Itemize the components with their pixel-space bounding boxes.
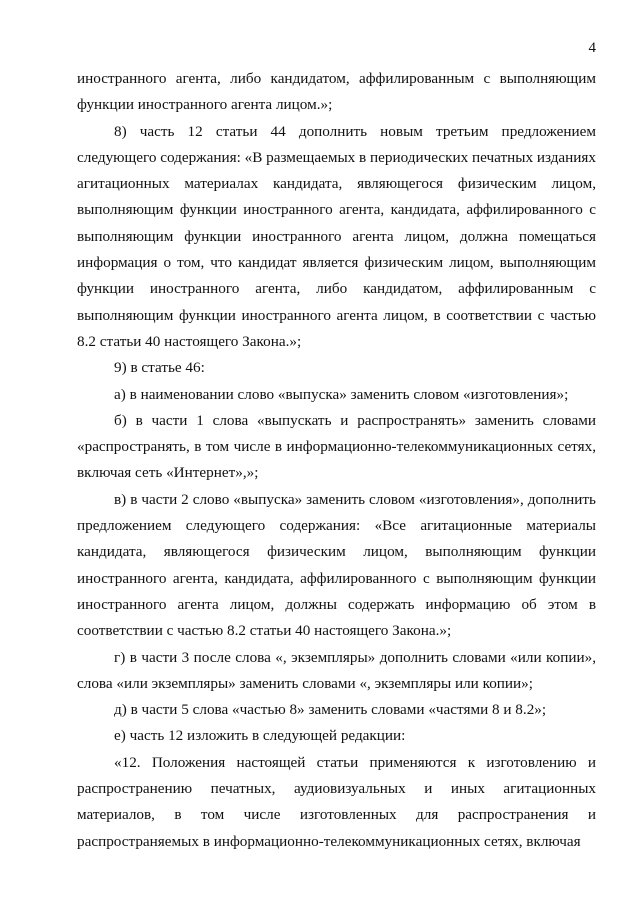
paragraph: «12. Положения настоящей статьи применяются к изготовлению и распространению печатных, аудиовизуальных и иных агитационных материалов, в том числе изготовленных для распространения и распространяемых в информационно-телекоммуникационных сетях, включая [77, 753, 596, 850]
paragraph: 8) часть 12 статьи 44 дополнить новым третьим предложением следующего содержания: «В размещаемых в периодических печатных изданиях агитационных материалах кандидата, являющегося физическим лицом, выполняющим функции иностранного агента, кандидата, аффилированного с выполняющим функции иностранного агента лицом, должна помещаться информация о том, что кандидат является физическим лицом, выполняющим функции иностранного агента, либо кандидатом, аффилированным с выполняющим функции иностранного агента лицом, в соответствии с частью 8.2 статьи 40 настоящего Закона.»; [77, 122, 596, 350]
document-body [77, 66, 596, 855]
paragraph: в) в части 2 слово «выпуска» заменить словом «изготовления», дополнить предложением следующего содержания: «Все агитационные материалы кандидата, являющегося физическим лицом, выполняющим функции иностранного агента, кандидата, аффилированного с выполняющим функции иностранного агента лицом, должны содержать информацию об этом в соответствии с частью 8.2 статьи 40 настоящего Закона.»; [77, 490, 596, 640]
paragraph: иностранного агента, либо кандидатом, аффилированным с выполняющим функции иностранного агента лицом.»; [77, 70, 596, 114]
paragraph: г) в части 3 после слова «, экземпляры» дополнить словами «или копии», слова «или экземпляры» заменить словами «, экземпляры или копии»; [77, 648, 596, 692]
paragraph: д) в части 5 слова «частью 8» заменить словами «частями 8 и 8.2»; [114, 701, 547, 719]
page-number: 4 [588, 40, 596, 56]
paragraph: б) в части 1 слова «выпускать и распространять» заменить словами «распространять, в том числе в информационно-телекоммуникационных сетях, включая сеть «Интернет»,»; [77, 411, 596, 482]
paragraph: е) часть 12 изложить в следующей редакции: [114, 727, 406, 745]
paragraph: 9) в статье 46: [114, 359, 205, 377]
paragraph: а) в наименовании слово «выпуска» заменить словом «изготовления»; [114, 385, 569, 403]
